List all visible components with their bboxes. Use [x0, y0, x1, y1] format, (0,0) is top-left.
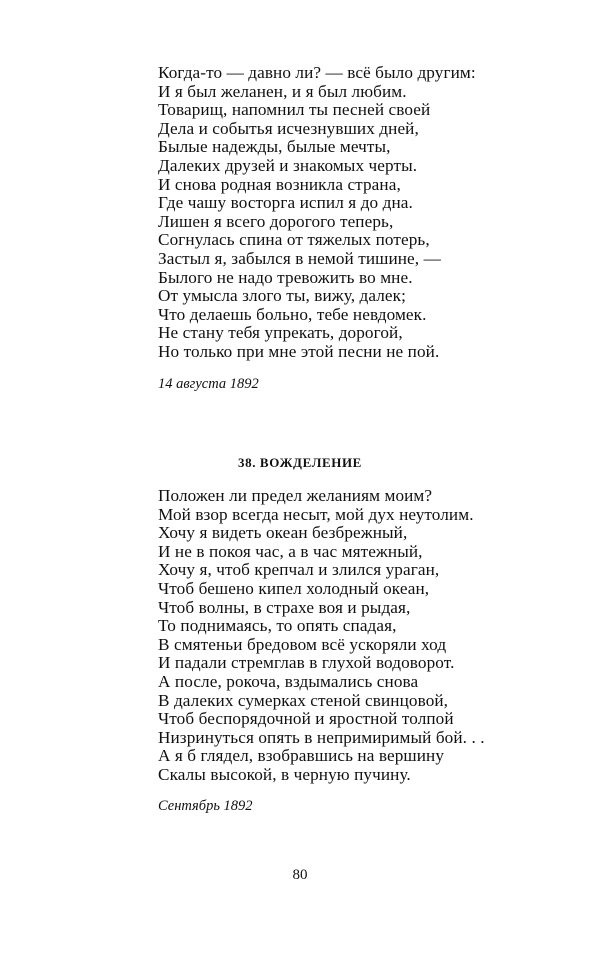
- poem-line: И падали стремглав в глухой водоворот.: [158, 653, 455, 673]
- poem-line: От умысла злого ты, вижу, далек;: [158, 286, 406, 306]
- poem-line: Лишен я всего дорогого теперь,: [158, 211, 394, 231]
- poem-1-date: 14 августа 1892: [158, 376, 259, 392]
- poem-line: И не в покоя час, а в час мятежный,: [158, 541, 423, 561]
- poem-line: А я б глядел, взобравшись на вершину: [158, 746, 445, 766]
- poem-line: Не стану тебя упрекать, дорогой,: [158, 323, 403, 343]
- poem-line: То поднимаясь, то опять спадая,: [158, 616, 397, 636]
- page-number: 80: [292, 867, 308, 883]
- poem-line: В смятеньи бредовом всё ускоряли ход: [158, 634, 447, 654]
- poem-line: Когда-то — давно ли? — всё было другим:: [158, 63, 476, 82]
- poem-line: Скалы высокой, в черную пучину.: [158, 764, 411, 784]
- poem-line: Чтоб беспорядочной и яростной толпой: [158, 709, 454, 729]
- poem-line: Былого не надо тревожить во мне.: [158, 267, 413, 287]
- poem-line: Низринуться опять в непримиримый бой. . .: [158, 727, 485, 747]
- poem-2-date: Сентябрь 1892: [158, 798, 253, 814]
- poem-line: Чтоб бешено кипел холодный океан,: [158, 578, 430, 598]
- poem-2-title: 38. ВОЖДЕЛЕНИЕ: [238, 455, 362, 470]
- poem-line: Чтоб волны, в страхе воя и рыдая,: [158, 597, 411, 617]
- poem-line: А после, рокоча, вздымались снова: [158, 671, 419, 691]
- poem-line: Далеких друзей и знакомых черты.: [158, 155, 418, 175]
- poem-line: Что делаешь больно, тебе невдомек.: [158, 304, 427, 324]
- poem-line: Застыл я, забылся в немой тишине, —: [158, 248, 441, 268]
- poem-line: Согнулась спина от тяжелых потерь,: [158, 230, 430, 250]
- poem-line: Где чашу восторга испил я до дна.: [158, 193, 413, 213]
- poem-line: Положен ли предел желаниям моим?: [158, 486, 433, 505]
- poem-line: И снова родная возникла страна,: [158, 174, 401, 194]
- poem-line: В далеких сумерках стеной свинцовой,: [158, 690, 449, 710]
- poem-line: Дела и событья исчезнувших дней,: [158, 118, 419, 138]
- poem-line: Но только при мне этой песни не пой.: [158, 341, 440, 361]
- poem-line: Товарищ, напомнил ты песней своей: [158, 100, 431, 120]
- poem-line: Былые надежды, былые мечты,: [158, 137, 391, 157]
- poem-line: Хочу я видеть океан безбрежный,: [158, 523, 408, 543]
- poem-1-text: [158, 64, 558, 362]
- poem-line: Хочу я, чтоб крепчал и злился ураган,: [158, 560, 440, 580]
- poem-line: Мой взор всегда несыт, мой дух неутолим.: [158, 504, 474, 524]
- poem-2-text: [158, 487, 558, 785]
- poem-line: И я был желанен, и я был любим.: [158, 81, 407, 101]
